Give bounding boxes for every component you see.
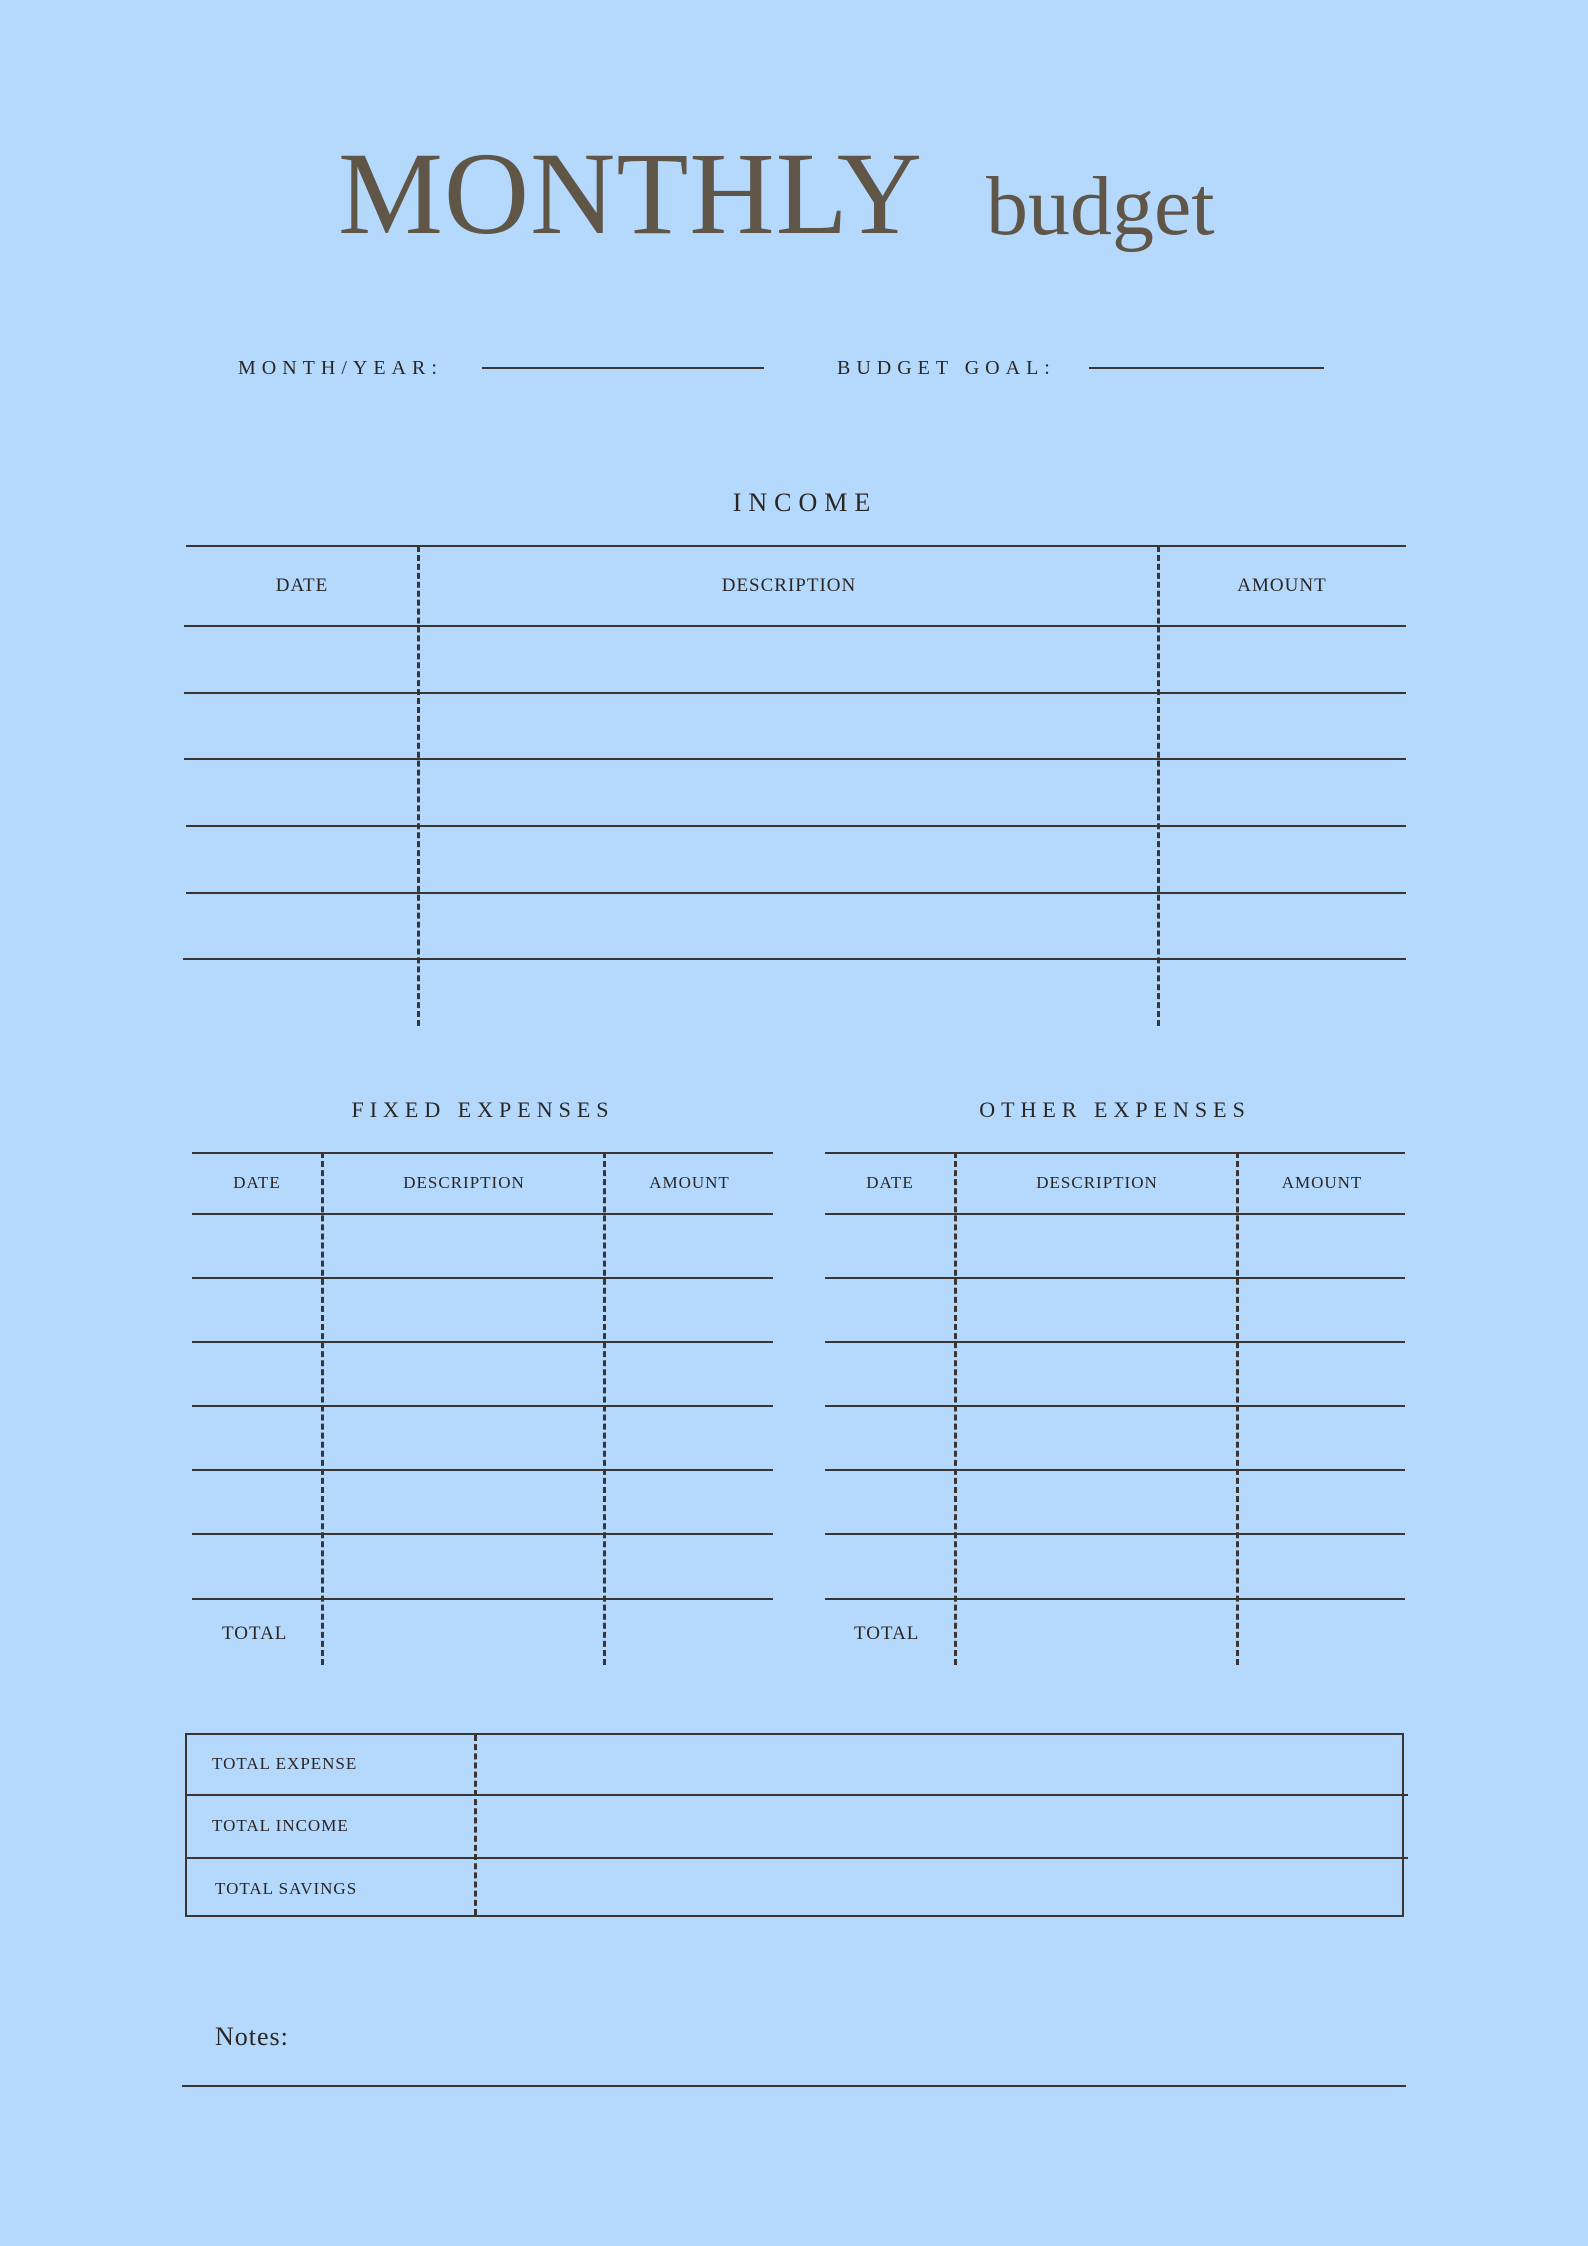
table-row[interactable] <box>184 692 1406 694</box>
table-row[interactable] <box>825 1341 1405 1343</box>
column-divider <box>1157 546 1160 1026</box>
income-col-amount: AMOUNT <box>1237 575 1327 596</box>
table-row[interactable] <box>192 1405 773 1407</box>
fixed-total-label: TOTAL <box>222 1623 288 1644</box>
table-row[interactable] <box>184 758 1406 760</box>
total-expense-value[interactable] <box>477 1735 1402 1794</box>
table-row[interactable] <box>192 1277 773 1279</box>
other-col-description: DESCRIPTION <box>1036 1173 1158 1192</box>
page-title-accent: budget <box>986 160 1215 253</box>
other-expenses-title: OTHER EXPENSES <box>979 1097 1251 1122</box>
table-row[interactable] <box>825 1277 1405 1279</box>
table-rule <box>825 1213 1405 1215</box>
table-row[interactable] <box>192 1598 773 1600</box>
table-row[interactable] <box>825 1469 1405 1471</box>
table-rule <box>825 1152 1405 1154</box>
total-expense-label: TOTAL EXPENSE <box>212 1754 358 1773</box>
month-year-input-line[interactable] <box>482 367 764 369</box>
table-rule <box>184 625 1406 627</box>
notes-line[interactable] <box>182 2085 1406 2087</box>
income-title: INCOME <box>732 488 878 517</box>
column-divider <box>954 1152 957 1665</box>
budget-goal-input-line[interactable] <box>1089 367 1324 369</box>
table-row[interactable] <box>825 1598 1405 1600</box>
column-divider <box>417 546 420 1026</box>
fixed-col-amount: AMOUNT <box>649 1173 730 1192</box>
table-rule <box>186 545 1406 547</box>
table-row[interactable] <box>183 958 1406 960</box>
column-divider <box>1236 1152 1239 1665</box>
total-savings-value[interactable] <box>477 1859 1402 1915</box>
table-rule <box>192 1213 773 1215</box>
month-year-label: MONTH/YEAR: <box>238 357 443 379</box>
fixed-expenses-title: FIXED EXPENSES <box>351 1097 615 1122</box>
page-title-main: MONTHLY <box>338 128 924 259</box>
total-savings-label: TOTAL SAVINGS <box>215 1879 358 1898</box>
table-rule <box>192 1152 773 1154</box>
table-row[interactable] <box>186 892 1406 894</box>
table-row[interactable] <box>825 1533 1405 1535</box>
column-divider <box>321 1152 324 1665</box>
table-row[interactable] <box>186 825 1406 827</box>
notes-label: Notes: <box>215 2022 289 2051</box>
column-divider <box>603 1152 606 1665</box>
fixed-col-description: DESCRIPTION <box>403 1173 525 1192</box>
other-col-date: DATE <box>866 1173 914 1192</box>
table-row[interactable] <box>192 1341 773 1343</box>
income-col-date: DATE <box>275 575 329 596</box>
budget-goal-label: BUDGET GOAL: <box>837 357 1056 379</box>
table-row[interactable] <box>192 1469 773 1471</box>
total-income-value[interactable] <box>477 1796 1402 1857</box>
other-total-label: TOTAL <box>854 1623 920 1644</box>
total-income-label: TOTAL INCOME <box>212 1816 349 1835</box>
other-col-amount: AMOUNT <box>1281 1173 1363 1192</box>
income-col-description: DESCRIPTION <box>721 575 857 596</box>
fixed-col-date: DATE <box>233 1173 281 1192</box>
table-row[interactable] <box>825 1405 1405 1407</box>
table-row[interactable] <box>192 1533 773 1535</box>
